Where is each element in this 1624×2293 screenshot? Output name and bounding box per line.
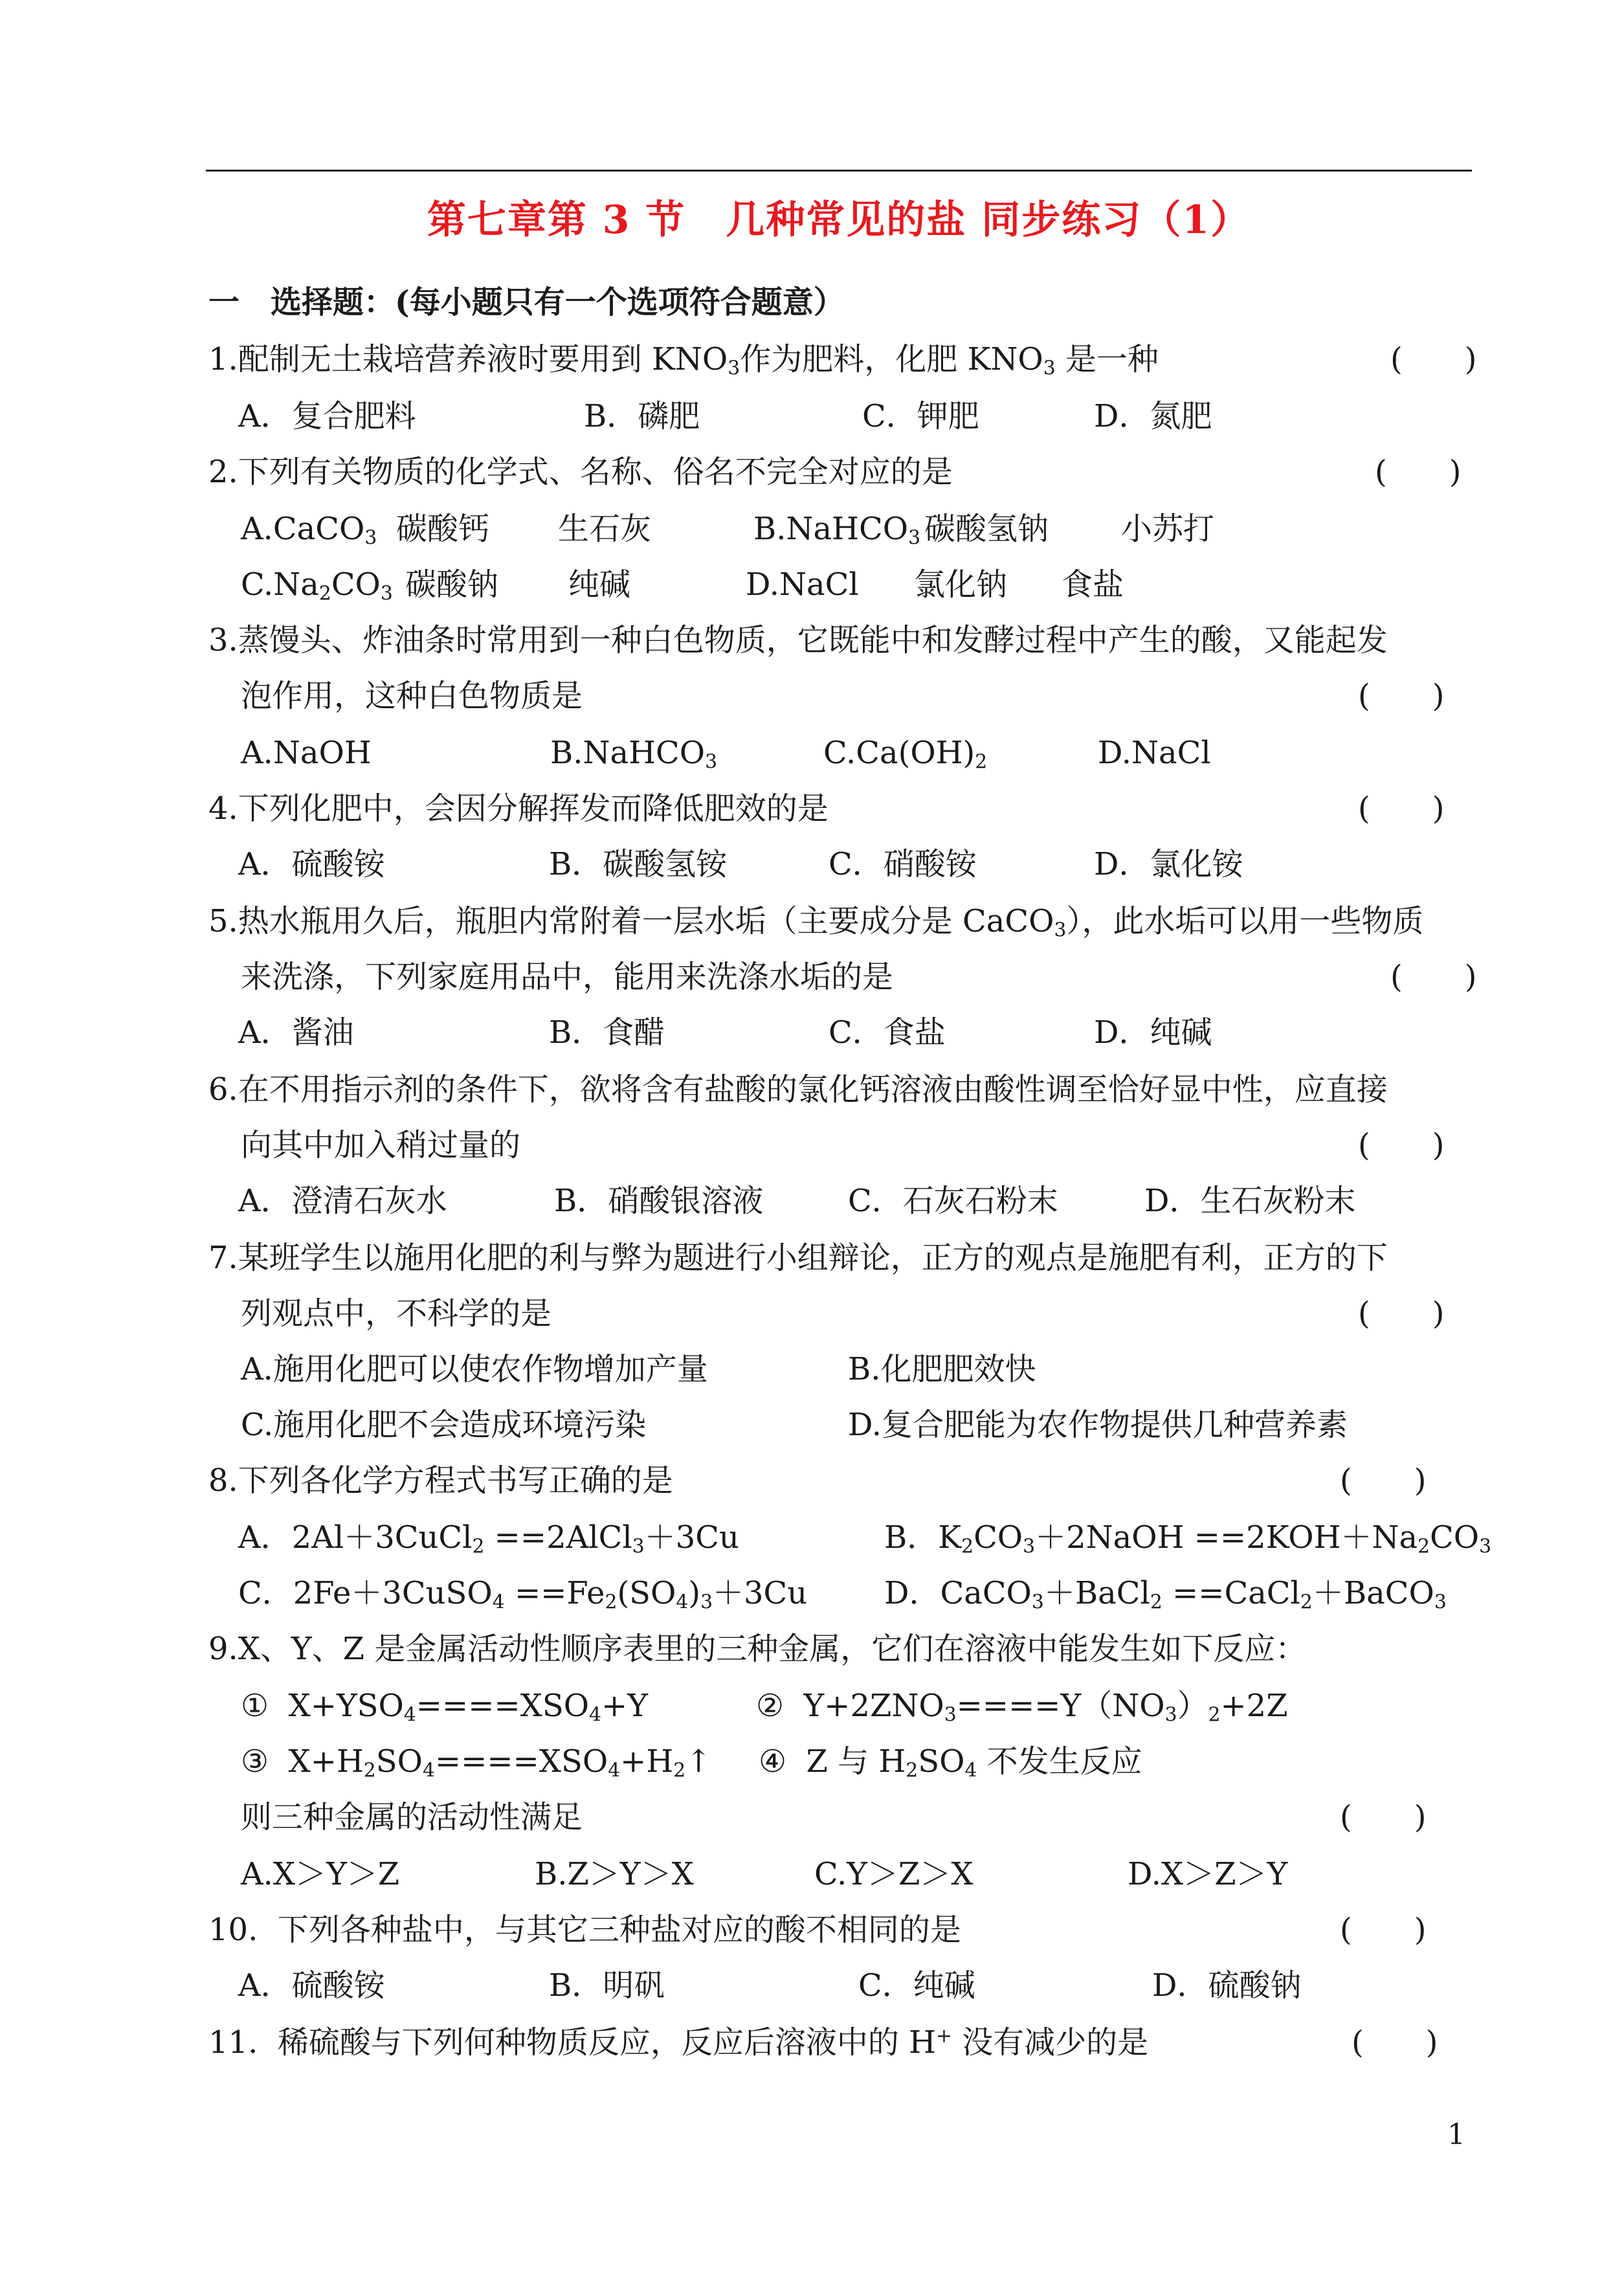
q10-option-c: C．纯碱 — [858, 1967, 975, 2004]
q8-option-d: D．CaCO$_3$＋BaCl$_2$ ==CaCl$_2$＋BaCO$_3$ — [884, 1575, 1447, 1614]
q10-option-d: D．硫酸钠 — [1152, 1967, 1302, 2004]
q6-option-a: A．澄清石灰水 — [238, 1183, 447, 1219]
answer-bracket: ( ) — [1390, 341, 1477, 377]
q2-option-a-formula: A.CaCO$_3$ — [241, 511, 377, 550]
question-10-stem: 10. 下列各种盐中，与其它三种盐对应的酸不相同的是 — [208, 1912, 961, 1948]
q10-option-b: B．明矾 — [549, 1967, 665, 2004]
q2-option-d-name: 氯化钠 — [914, 566, 1008, 603]
q9-option-a: A.X＞Y＞Z — [241, 1856, 400, 1892]
q4-option-d: D．氯化铵 — [1094, 846, 1243, 882]
q2-option-c-name: 碳酸钠 — [405, 566, 499, 603]
q9-option-b: B.Z＞Y＞X — [535, 1856, 694, 1892]
answer-bracket: ( ) — [1340, 1462, 1427, 1499]
question-6-line-2: 向其中加入稍过量的 — [241, 1127, 521, 1163]
question-3-line-2: 泡作用，这种白色物质是 — [241, 678, 583, 714]
q2-option-a-name: 碳酸钙 — [396, 511, 490, 547]
q3-option-c: $C.Ca(OH)_2$ — [823, 735, 988, 774]
q6-option-c: C．石灰石粉末 — [848, 1183, 1058, 1219]
question-6-line-1: 6.在不用指示剂的条件下，欲将含有盐酸的氯化钙溶液由酸性调至恰好显中性，应直接 — [208, 1071, 1388, 1108]
header-rule — [206, 170, 1472, 172]
q3-option-d: D.NaCl — [1098, 735, 1211, 771]
answer-bracket: ( ) — [1358, 678, 1445, 714]
q3-option-b: B.NaHCO$_3$ — [550, 735, 718, 774]
q4-option-b: B．碳酸氢铵 — [549, 846, 728, 882]
question-7-line-1: 7.某班学生以施用化肥的利与弊为题进行小组辩论，正方的观点是施肥有利，正方的下 — [208, 1240, 1388, 1276]
answer-bracket: ( ) — [1340, 1799, 1427, 1835]
page-title: 第七章第 3 节 几种常见的盐 同步练习（1） — [427, 197, 1251, 243]
q5-option-a: A．酱油 — [238, 1014, 354, 1051]
question-8-stem: 8.下列各化学方程式书写正确的是 — [208, 1462, 673, 1499]
q8-option-a: A．2Al＋3CuCl$_2$ ==2AlCl$_3$＋3Cu — [238, 1519, 739, 1558]
q2-option-d-common: 食盐 — [1062, 566, 1124, 603]
q7-option-b: B.化肥肥效快 — [848, 1351, 1036, 1387]
q4-option-c: C．硝酸铵 — [829, 846, 977, 882]
q10-option-a: A．硫酸铵 — [238, 1967, 385, 2004]
q7-option-a: A.施用化肥可以使农作物增加产量 — [241, 1351, 708, 1387]
q6-option-d: D．生石灰粉末 — [1144, 1183, 1356, 1219]
q5-option-d: D．纯碱 — [1094, 1014, 1212, 1051]
q2-option-a-common: 生石灰 — [558, 511, 652, 547]
q8-option-c: C．2Fe＋3CuSO$_4$ $==Fe_2(SO_4)_3+3Cu$ — [238, 1575, 808, 1614]
question-5-line-2: 来洗涤，下列家庭用品中，能用来洗涤水垢的是 — [241, 959, 894, 995]
q2-option-b-common: 小苏打 — [1121, 511, 1215, 547]
q9-reaction-2: ② $Y+2ZNO_3====Y(NO_3)_2+2Z$ — [756, 1688, 1288, 1727]
q2-option-c-common: 纯碱 — [568, 566, 631, 603]
q5-option-b: B．食醋 — [549, 1014, 665, 1051]
q1-option-d: D．氮肥 — [1094, 398, 1212, 434]
answer-bracket: ( ) — [1390, 959, 1477, 995]
q9-reaction-1: ① $X+YSO_4====XSO_4+Y$ — [241, 1688, 648, 1727]
answer-bracket: ( ) — [1358, 790, 1445, 827]
q9-reaction-4: ④ Z 与 $H_2SO_4$ 不发生反应 — [759, 1743, 1142, 1782]
q6-option-b: B．硝酸银溶液 — [554, 1183, 764, 1219]
q7-option-c: C.施用化肥不会造成环境污染 — [241, 1407, 647, 1443]
q2-option-d-formula: D.NaCl — [746, 566, 859, 603]
q8-option-b: B．$K_2CO_3+2NaOH ==2KOH+Na_2CO_3$ — [884, 1519, 1492, 1558]
q7-option-d: D.复合肥能为农作物提供几种营养素 — [848, 1407, 1348, 1443]
answer-bracket: ( ) — [1358, 1127, 1445, 1163]
answer-bracket: ( ) — [1358, 1295, 1445, 1332]
q1-option-a: A．复合肥料 — [238, 398, 416, 434]
question-7-line-2: 列观点中，不科学的是 — [241, 1295, 552, 1332]
q9-reaction-3: ③ $X+H_2SO_4====XSO_4+H_2↑$ — [241, 1743, 712, 1782]
section-heading: 一 选择题：(每小题只有一个选项符合题意） — [208, 284, 845, 320]
q2-option-b-name: 碳酸氢钠 — [924, 511, 1049, 547]
question-11-stem: 11. 稀硫酸与下列何种物质反应，反应后溶液中的 H+ 没有减少的是 — [208, 2024, 1149, 2061]
question-9-line: 则三种金属的活动性满足 — [241, 1799, 583, 1835]
q2-option-c-formula: $C.Na_2CO_3$ — [241, 566, 393, 605]
question-5-line-1: 5.热水瓶用久后，瓶胆内常附着一层水垢（主要成分是 CaCO$_3$），此水垢可以用一些物质 — [208, 903, 1424, 942]
q3-option-a: A.NaOH — [241, 735, 372, 771]
q9-option-c: C.Y＞Z＞X — [814, 1856, 973, 1892]
page-number: 1 — [1447, 2118, 1465, 2151]
question-3-line-1: 3.蒸馒头、炸油条时常用到一种白色物质，它既能中和发酵过程中产生的酸，又能起发 — [208, 622, 1388, 658]
q9-option-d: D.X＞Z＞Y — [1128, 1856, 1288, 1892]
q5-option-c: C．食盐 — [829, 1014, 946, 1051]
question-4-stem: 4.下列化肥中，会因分解挥发而降低肥效的是 — [208, 790, 829, 827]
q2-option-b-formula: B.NaHCO$_3$ — [753, 511, 921, 550]
question-9-stem: 9.X、Y、Z 是金属活动性顺序表里的三种金属，它们在溶液中能发生如下反应： — [208, 1631, 1307, 1667]
question-1-stem: 1.配制无土栽培营养液时要用到 $KNO_3$作为肥料，化肥 $KNO_3$ 是一种 — [208, 341, 1159, 380]
q1-option-b: B．磷肥 — [584, 398, 700, 434]
q1-option-c: C．钾肥 — [862, 398, 979, 434]
answer-bracket: ( ) — [1375, 454, 1462, 490]
question-2-stem: 2.下列有关物质的化学式、名称、俗名不完全对应的是 — [208, 454, 953, 490]
answer-bracket: ( ) — [1340, 1912, 1427, 1948]
q4-option-a: A．硫酸铵 — [238, 846, 385, 882]
answer-bracket: ( ) — [1351, 2024, 1438, 2061]
